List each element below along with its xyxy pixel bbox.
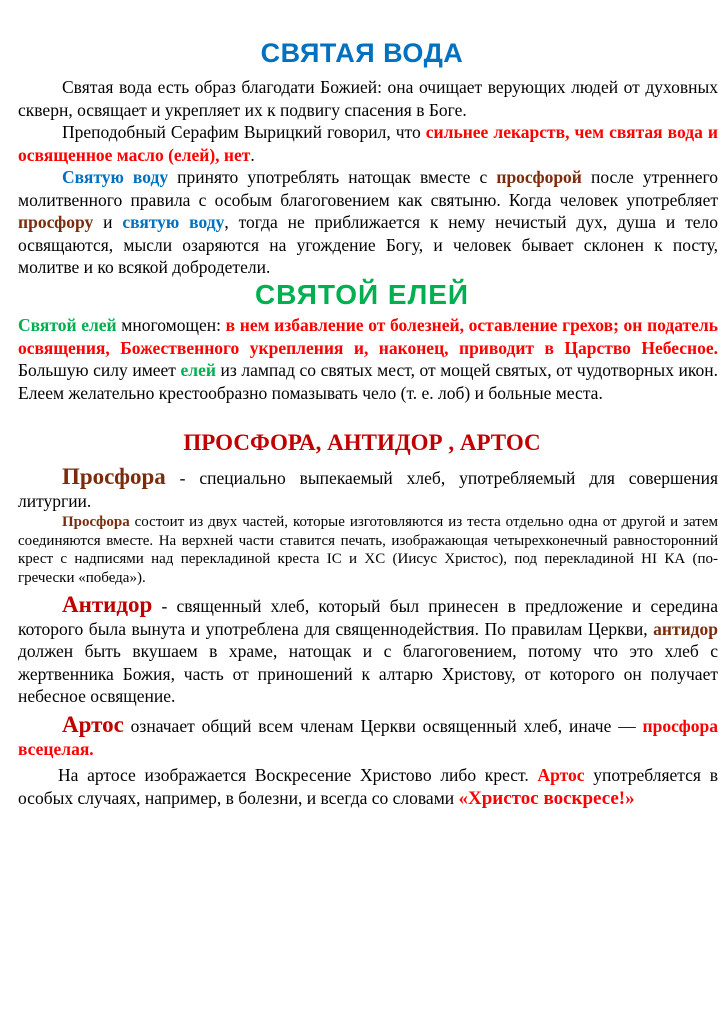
artos-definition bbox=[18, 714, 718, 760]
text: употребляется в особых случаях, например, в болезни, и всегда со словами bbox=[18, 765, 718, 808]
highlight-red: просфора всецелая. bbox=[18, 716, 718, 759]
holy-water-paragraph-1 bbox=[18, 76, 718, 121]
holy-oil-paragraph bbox=[18, 314, 718, 404]
highlight-red: в нем избавление от болезней, оставление грехов; он податель освящения, Божественного укрепления и, наконец, приводит в Царство Небесное. bbox=[18, 315, 718, 358]
text: . bbox=[250, 144, 255, 165]
term-prosphora-small: Просфора bbox=[62, 514, 130, 530]
prosphora-definition bbox=[18, 466, 718, 512]
term-antidor: Антидор bbox=[62, 592, 153, 617]
highlight-brown: антидор bbox=[653, 618, 718, 639]
highlight-red: Артос bbox=[537, 765, 585, 785]
text: и bbox=[93, 212, 123, 232]
text: , тогда не приближается к нему нечистый дух, душа и тело освящаются, мысли озаряются на угождение Богу, и человек бывает склонен к посту, молитве и ко всякой добродетели. bbox=[18, 212, 718, 277]
prosphora-title: ПРОСФОРА, АНТИДОР , АРТОС bbox=[183, 430, 541, 455]
holy-oil-title: СВЯТОЙ ЕЛЕЙ bbox=[254, 279, 470, 310]
text: должен быть вкушаем в храме, натощак и с благоговением, потому что это хлеб с жертвенника Божия, часть от приношений к алтарю Христову, от которого он получает небесное освящение. bbox=[18, 641, 718, 706]
text: из лампад со святых мест, от мощей святых, от чудотворных икон. Елеем желательно крестообразно помазывать чело (т. е. лоб) и больные места. bbox=[18, 360, 718, 403]
highlight-brown: просфору bbox=[18, 212, 94, 232]
highlight-green: Святой елей bbox=[18, 315, 117, 335]
highlight-blue: Святую воду bbox=[62, 167, 169, 187]
holy-water-paragraph-3 bbox=[18, 166, 718, 279]
holy-water-paragraph-2 bbox=[18, 121, 718, 166]
term-artos: Артос bbox=[62, 712, 124, 737]
text: после утреннего молитвенного правила с особым благоговением как святыню. Когда человек употребляет bbox=[18, 167, 719, 210]
text: Большую силу имеет bbox=[18, 360, 181, 380]
text: - священный хлеб, который был принесен в предложение и середина которого была вынута и употреблена для священнодействия. По правилам Церкви, bbox=[18, 596, 718, 639]
highlight-red: «Христос воскресе!» bbox=[458, 787, 635, 809]
text: означает общий всем членам Церкви освященный хлеб, иначе — bbox=[123, 716, 643, 736]
highlight-blue: святую воду bbox=[122, 212, 225, 232]
holy-water-title: СВЯТАЯ ВОДА bbox=[260, 38, 464, 68]
text: многомощен: bbox=[116, 315, 226, 335]
highlight-green: елей bbox=[180, 360, 216, 380]
highlight-red: сильнее лекарств, чем святая вода и освященное масло (елей), нет bbox=[18, 122, 718, 165]
term-prosphora: Просфора bbox=[62, 464, 166, 489]
text: - специально выпекаемый хлеб, употребляемый для совершения литургии. bbox=[18, 468, 718, 511]
prosphora-description bbox=[18, 513, 718, 587]
text: принято употреблять натощак вместе с bbox=[168, 167, 497, 187]
artos-paragraph bbox=[18, 764, 718, 810]
text: Преподобный Серафим Вырицкий говорил, что bbox=[62, 122, 426, 142]
highlight-brown: просфорой bbox=[496, 167, 582, 187]
text: На артосе изображается Воскресение Христово либо крест. bbox=[58, 765, 538, 785]
antidor-definition bbox=[18, 594, 718, 708]
text: Святая вода есть образ благодати Божией: она очищает верующих людей от духовных скверн, освящает и укрепляет их к подвигу спасения в Боге. bbox=[18, 77, 718, 120]
text: состоит из двух частей, которые изготовляются из теста отдельно одна от другой и затем соединяются вместе. На верхней части ставится печать, изображающая четырехконечный равносторонний крест с надписями над перекладиной креста IC и XC (Иисус Христос), под перекладиной НІ КА (по-гречески «победа»). bbox=[18, 514, 718, 586]
